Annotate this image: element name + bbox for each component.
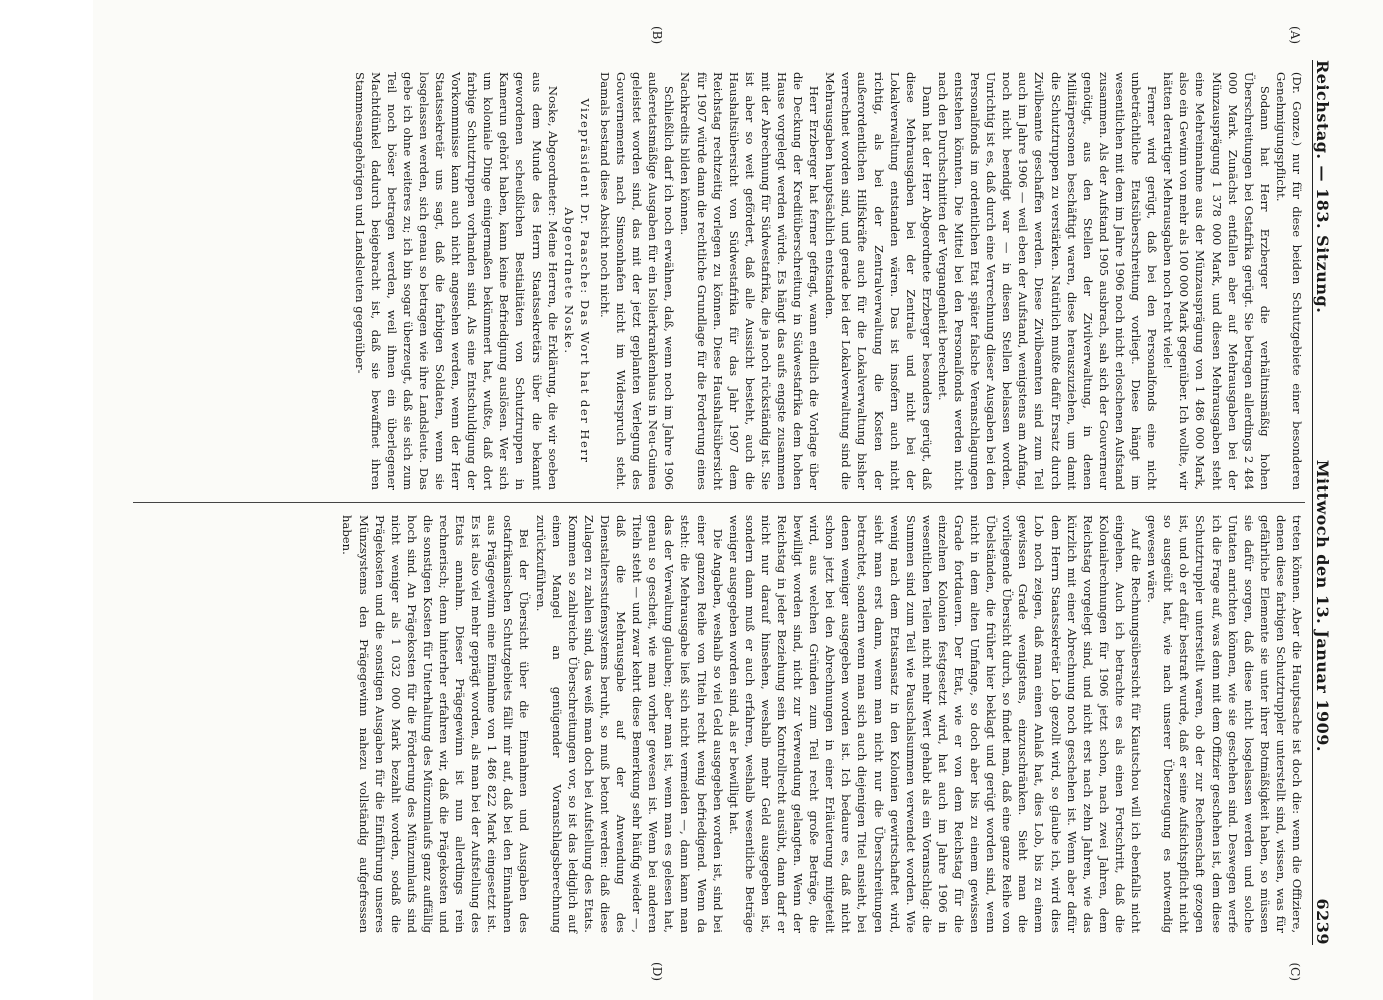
paragraph: Bei der Übersicht über die Einnahmen und Ausgaben des ostafrikanischen Schutzgebiets fällt mir auf, daß bei den Einnahmen aus Prägegewinn eine Einnahme von 1 486 822 Mark eingesetzt ist. Es ist also viel mehr geprägt worden, als man bei der Aufstellung des Etats annahm. Dieser Prägegewinn ist nun allerdings rein rechnerisch; denn hinterher erfahren wir, daß die Prägekosten und die sonstigen Kosten für Unterhaltung des Münzumlaufs ganz auffällig hoch sind. An Prägekosten für die Förderung des Münzumlaufs sind nicht weniger als 1 032 000 Mark bezahlt worden, sodaß die Prägekosten und die sonstigen Ausgaben für die Einführung unseres Münzsystems den Prägegewinn nahezu vollständig aufgefressen haben. [340,515,532,933]
text-columns [133,26,1305,981]
column-left [133,26,1305,502]
digitization-sidebar [0,0,93,1000]
speech-noske: Noske, Abgeordneter: Meine Herren, die Erklärung, die wir soeben aus dem Munde des Herrn Staatssekretärs über die bekannt gewordenen scheußlichen Bestialitäten von Schutztruppen in Kamerun gehört haben, kann keine Befriedigung auslösen. Wer sich um koloniale Dinge einigermaßen bekümmert hat, wußte, daß dort farbige Schutztruppen vorhanden sind. Als eine Entschuldigung der Vorkommnisse kann auch nicht angesehen werden, wenn der Herr Staatssekretär uns sagt, daß die farbigen Soldaten, wenn sie losgelassen werden, sich genau so betragen wie ihre Landsleute. Das gebe ich ohne weiteres zu; ich bin sogar überzeugt, daß sie sich zum Teil noch böser betragen werden, weil ihnen ein überlegener Machtdünkel dadurch beigebracht ist, daß sie bewaffnet ihren Stammesangehörigen und Landsleuten gegenüber- [352,72,560,490]
paragraph: Sodann hat Herr Erzberger die verhältnismäßig hohen Überschreitungen bei Ostafrika gerügt. Sie betragen allerdings 2 484 000 Mark. Zunächst entfallen aber auf Mehrausgaben bei der Münzausprägung 1 378 000 Mark, und diesen Mehrausgaben steht eine Mehreinnahme aus der Münzausprägung von 1 486 000 Mark, also ein Gewinn von mehr als 100 000 Mark gegenüber. Ich wollte, wir hätten derartiger Mehrausgaben noch recht viele! [1161,72,1272,490]
paragraph: Dann hat der Herr Abgeordnete Erzberger besonders gerügt, daß diese Mehrausgaben bei der Zentrale und nicht bei der Lokalverwaltung entstanden wären. Das ist insofern auch nicht richtig, als bei der Zentralverwaltung die Kosten der außerordentlichen Hilfskräfte auch für die Lokalverwaltung bisher verrechnet worden sind, und gerade bei der Lokalverwaltung sind die Mehrausgaben hauptsächlich entstanden. [823,72,934,490]
scanned-page [93,0,1383,1000]
paragraph: treten können. Aber die Hauptsache ist doch die: wenn die Offiziere, denen diese farbigen Schutztruppler unterstellt sind, wissen, was für gefährliche Elemente sie unter ihrer Botmäßigkeit haben, so müssen sie dafür sorgen, daß diese nicht losgelassen werden und solche Untaten anrichten können, wie sie geschehen sind. Deswegen werfe ich die Frage auf, was denn mit dem Offizier geschehen ist, dem diese Schutztruppler unterstellt waren, ob der zur Rechenschaft gezogen ist, und ob er dafür bestraft wurde, daß er seine Aufsichtspflicht nicht so ausgeübt hat, wie nach unserer Überzeugung es notwendig gewesen wäre. [1145,515,1304,933]
speaker-continuation [1273,72,1305,490]
margin-marker-d: (D) [650,962,664,981]
page-header [1312,60,1355,945]
margin-marker-c: (C) [1288,962,1302,981]
margin-marker-b: (B) [650,26,664,45]
paragraph: nur für diese beiden Schutzgebiete einer besonderen Genehmigungspflicht. [1273,72,1304,491]
paragraph: Ferner wird gerügt, daß bei den Personalfonds eine nicht unbeträchtliche Etatsüberschreitung vorliegt. Diese hängt im wesentlichen mit dem im Jahre 1906 noch nicht erloschenen Aufstand zusammen. Als der Aufstand 1905 ausbrach, sah sich der Gouverneur genötigt, aus den Stellen der Zivilverwaltung, in denen Militärpersonen beschäftigt waren, diese herauszuziehen, um damit die Schutztruppen zu verstärken. Natürlich mußte dafür Ersatz durch Zivilbeamte geschaffen werden. Diese Zivilbeamten sind zum Teil auch im Jahre 1906 — weil eben der Aufstand, wenigstens am Anfang, noch nicht beendigt war — in diesen Stellen belassen worden. Unrichtig ist es, daß durch eine Verrechnung dieser Ausgaben bei den Personalfonds im ordentlichen Etat später falsche Veranschlagungen entstehen könnten. Die Mittel bei den Personalfonds werden nicht nach den Durchschnitten der Vergangenheit berechnet. [935,72,1160,490]
president-remark: Vizepräsident Dr. Paasche: Das Wort hat der Herr Abgeordnete Noske. [561,98,592,464]
paragraph: Auf die Rechnungsübersicht für Kiautschou will ich ebenfalls nicht eingehen. Auch ich betrachte es als einen Fortschritt, daß die Kolonialrechnungen für 1906 jetzt schon, nach zwei Jahren, dem Reichstag vorgelegt sind, und nicht erst nach zehn Jahren, wie das kürzlich mit einer Abrechnung noch geschehen ist. Wenn aber dafür dem Herrn Staatssekretär Lob gezollt wird, so glaube ich, wird dies Lob noch zeigen, daß man einen Anlaß hat, dies Lob, bis zu einem gewissen Grade wenigstens, einzuschränken. Sieht man die vorliegende Übersicht durch, so findet man, daß eine ganze Reihe von Übelständen, die früher hier beklagt und gerügt worden sind, wenn nicht in dem alten Umfange, so doch aber bis zu einem gewissen Grade fortdauern. Der Etat, wie er von dem Reichstag für die einzelnen Kolonien festgesetzt wird, hat auch im Jahre 1906 in wesentlichen Teilen nicht mehr Wert gehabt als ein Voranschlag: die Summen sind zum Teil wie Pauschalsummen verwendet worden. Wie wenig nach dem Etatsansatz in den Kolonien gewirtschaftet wird, sieht man erst dann, wenn man nicht nur die Überschreitungen betrachtet, sondern wenn man sich auch diejenigen Titel ansieht, bei denen weniger ausgegeben worden ist. Ich bedaure es, daß nicht schon jetzt bei den Abrechnungen in einer Erläuterung mitgeteilt wird, aus welchen Gründen zum Teil recht große Beträge, die bewilligt worden sind, nicht zur Verwendung gelangten. Wenn der Reichstag in jeder Beziehung sein Kontrollrecht ausübt, dann darf er nicht nur darauf hinsehen, weshalb mehr Geld ausgegeben ist, sondern dann muß er auch erfahren, weshalb wesentliche Beträge weniger ausgegeben worden sind, als er bewilligt hat. [726,515,1144,933]
margin-marker-a: (A) [1288,26,1302,45]
paragraph: Herr Erzberger hat ferner gefragt, wann endlich die Vorlage über die Deckung der Kreditüberschreitung in Südwestafrika dem hohen Hause vorgelegt werden würde. Es hängt das aufs engste zusammen mit der Abrechnung für Südwestafrika, die ja noch rückständig ist. Sie ist aber so weit gefördert, daß alle Aussicht besteht, auch die Haushaltsübersicht von Südwestafrika für das Jahr 1907 dem Reichstag rechtzeitig vorlegen zu können. Diese Haushaltsübersicht für 1907 würde dann die rechtliche Grundlage für die Forderung eines Nachkredits bilden können. [678,72,822,490]
paragraph: Schließlich darf ich noch erwähnen, daß, wenn noch im Jahre 1906 außeretatsmäßige Ausgaben für ein Isolierkrankenhaus in Neu-Guinea geleistet worden sind, das mit der jetzt geplanten Verlegung des Gouvernements nach Simsonhafen nicht im Widerspruch steht. Damals bestand diese Absicht noch nicht. [597,72,677,490]
page-number: 6239 [1313,898,1332,945]
speaker-prefix: (Dr. Gonze.) [1290,72,1304,147]
header-date: Mittwoch den 13. Januar 1909. [1313,459,1332,752]
header-session: Reichstag. — 183. Sitzung. [1313,60,1332,314]
paragraph: Die Angaben, weshalb so viel Geld ausgegeben worden ist, sind bei einer ganzen Reihe von Titeln recht wenig befriedigend. Wenn da steht: die Mehrausgabe ließ sich nicht vermeiden —, dann kann man das der Verwaltung glauben; aber man ist, wenn man es gelesen hat, genau so gescheit, wie man vorher gewesen ist. Wenn bei anderen Titeln steht — und zwar kehrt diese Bemerkung sehr häufig wieder —, daß die Mehrausgabe auf der Anwendung des Dienstaltersstufensystems beruht, so muß betont werden: daß diese Zulagen zu zahlen sind, das weiß man doch bei Aufstellung des Etats. Kommen so zahlreiche Überschreitungen vor, so ist das lediglich auf einen Mangel an genügender Voranschlagsberechnung zurückzuführen. [533,515,725,933]
column-right [133,502,1305,981]
